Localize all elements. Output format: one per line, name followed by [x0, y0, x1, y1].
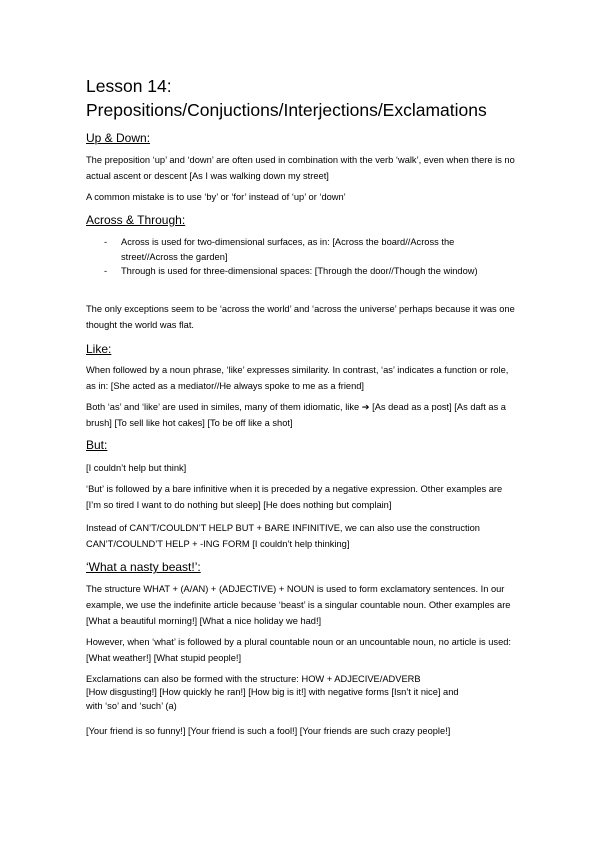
list-item [104, 264, 504, 279]
but-paragraph-1: [I couldn’t help but think] [86, 463, 187, 473]
like-paragraph-1: When followed by a noun phrase, ‘like’ expresses similarity. In contrast, ‘as’ indicates a function or role, as in: [She acted as a mediator//He always spoke to me as a friend] [86, 365, 509, 391]
heading-across-through: Across & Through: [86, 213, 186, 227]
bullet-dash: - [104, 237, 108, 247]
lesson-number: Lesson 14: [86, 76, 172, 96]
heading-but: But: [86, 438, 108, 452]
across-through-paragraph-1: The only exceptions seem to be ‘across the world’ and ‘across the universe’ perhaps because it was one thought the world was flat. [86, 304, 515, 330]
heading-nasty-beast: ‘What a nasty beast!’: [86, 560, 201, 574]
nasty-beast-paragraph-2: However, when ‘what’ is followed by a plural countable noun or an uncountable noun, no article is used: [What weather!] [What stupid people!] [86, 637, 511, 663]
up-down-paragraph-2: A common mistake is to use ‘by’ or ‘for’ instead of ‘up’ or ‘down’ [86, 192, 346, 202]
lesson-topic: Prepositions/Conjuctions/Interjections/Exclamations [86, 100, 487, 120]
lesson-title [86, 74, 487, 122]
but-paragraph-2: ‘But’ is followed by a bare infinitive when it is preceded by a negative expression. Other examples are [I’m so tired I want to do nothing but sleep] [He does nothing but complain] [86, 484, 503, 510]
like-paragraph-2: Both ‘as’ and ‘like’ are used in similes, many of them idiomatic, like ➔ [As dead as a post] [As daft as a brush] [To sell like hot cakes] [To be off like a shot] [86, 402, 506, 428]
exclamation-structure-line: Exclamations can also be formed with the structure: HOW + ADJECIVE/ADVERB [86, 674, 421, 684]
nasty-beast-paragraph-1: The structure WHAT + (A/AN) + (ADJECTIVE) + NOUN is used to form exclamatory sentences. In our example, we use the indefinite article because ‘beast’ is a singular countable noun. Other examples are [What a beautiful morning!] [What a nice holiday we had!] [86, 584, 511, 626]
bullet-dash: - [104, 266, 108, 276]
list-item [104, 235, 504, 265]
nasty-beast-paragraph-3 [86, 671, 518, 714]
bullet-text-through: Through is used for three-dimensional spaces: [Through the door//Though the window) [121, 266, 478, 276]
heading-like: Like: [86, 342, 112, 356]
up-down-paragraph-1: The preposition ‘up’ and ‘down’ are often used in combination with the verb ‘walk’, even when there is no actual ascent or descent [As I was walking down my street] [86, 155, 515, 181]
nasty-beast-paragraph-4: [Your friend is so funny!] [Your friend is such a fool!] [Your friends are such crazy people!] [86, 726, 451, 736]
bullet-text-across: Across is used for two-dimensional surfaces, as in: [Across the board//Across the street//Across the garden] [121, 237, 455, 262]
exclamation-examples-line: [How disgusting!] [How quickly he ran!] [How big is it!] with negative forms [Isn’t it nice] and [86, 687, 459, 697]
but-paragraph-3: Instead of CAN’T/COULDN’T HELP BUT + BARE INFINITIVE, we can also use the construction CAN’T/COULND’T HELP + -ING FORM [I couldn’t help thinking] [86, 523, 480, 549]
heading-up-down: Up & Down: [86, 131, 151, 145]
exclamation-so-such-line: with ‘so’ and ‘such’ (a) [86, 701, 177, 711]
